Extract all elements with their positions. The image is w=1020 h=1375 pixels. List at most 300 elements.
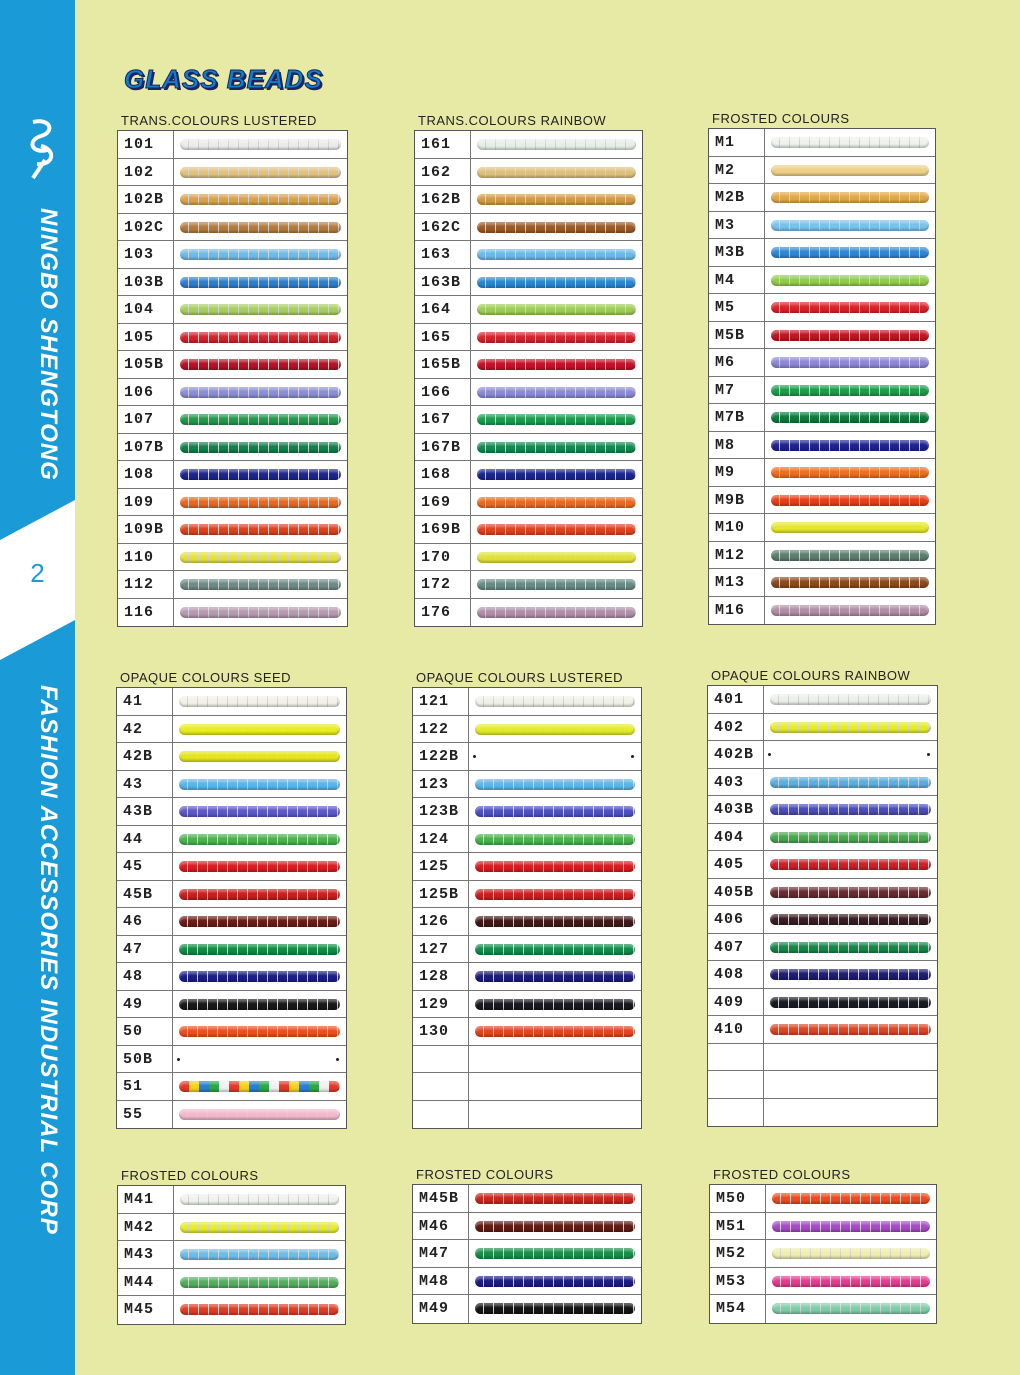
bead-code: 45	[117, 853, 173, 880]
table-row	[708, 1099, 937, 1127]
bead-code: 410	[708, 1016, 764, 1043]
table-row	[117, 881, 346, 909]
table-row	[117, 936, 346, 964]
bead-strand	[771, 357, 929, 368]
table-row	[413, 1295, 641, 1323]
panel-title: FROSTED COLOURS	[416, 1167, 554, 1182]
bead-strand	[179, 751, 340, 762]
bead-code: 122B	[413, 743, 469, 770]
table-row	[709, 487, 935, 515]
bead-code: 161	[415, 131, 471, 158]
bead-code: 409	[708, 989, 764, 1016]
bead-table	[708, 128, 936, 625]
table-row	[708, 934, 937, 962]
table-row	[413, 798, 641, 826]
bead-strand-end-dot	[336, 1058, 339, 1061]
table-row	[415, 159, 642, 187]
bead-strand	[180, 387, 341, 398]
table-row	[708, 906, 937, 934]
bead-table	[707, 685, 938, 1127]
table-row	[415, 489, 642, 517]
table-row	[413, 963, 641, 991]
table-row	[118, 241, 347, 269]
bead-strand	[477, 194, 636, 205]
bead-strand-end-dot	[177, 1058, 180, 1061]
bead-code: M53	[710, 1268, 766, 1295]
bead-strand	[771, 385, 929, 396]
table-row	[117, 1101, 346, 1129]
bead-code: 124	[413, 826, 469, 853]
bead-strand	[477, 277, 636, 288]
bead-code: 123B	[413, 798, 469, 825]
table-row	[709, 157, 935, 185]
bead-strand	[475, 916, 635, 927]
table-row	[708, 686, 937, 714]
bead-strand	[477, 442, 636, 453]
bead-code: 109B	[118, 516, 174, 543]
bead-code: M48	[413, 1268, 469, 1295]
bead-code: M50	[710, 1185, 766, 1212]
bead-code: M2B	[709, 184, 765, 211]
table-row	[708, 796, 937, 824]
bead-code: 172	[415, 571, 471, 598]
table-row	[415, 571, 642, 599]
bead-strand	[477, 469, 636, 480]
bead-code: M52	[710, 1240, 766, 1267]
bead-code: 408	[708, 961, 764, 988]
table-row	[710, 1185, 936, 1213]
bead-code	[708, 1071, 764, 1098]
bead-code: 162B	[415, 186, 471, 213]
table-row	[118, 1214, 345, 1242]
bead-code: 168	[415, 461, 471, 488]
bead-strand	[772, 1248, 930, 1259]
bead-strand	[180, 524, 341, 535]
table-row	[710, 1295, 936, 1323]
table-row	[413, 1073, 641, 1101]
table-row	[415, 296, 642, 324]
table-row	[709, 129, 935, 157]
bead-strand	[771, 550, 929, 561]
bead-code: 110	[118, 544, 174, 571]
bead-code: 42B	[117, 743, 173, 770]
table-row	[413, 936, 641, 964]
bead-table	[412, 1184, 642, 1324]
bead-code: M16	[709, 597, 765, 625]
table-row	[709, 184, 935, 212]
bead-strand	[179, 889, 340, 900]
table-row	[118, 186, 347, 214]
table-row	[709, 267, 935, 295]
bead-strand	[477, 414, 636, 425]
table-row	[118, 159, 347, 187]
bead-code: 163	[415, 241, 471, 268]
bead-strand	[475, 1248, 635, 1259]
table-row	[413, 1213, 641, 1241]
panel-title: TRANS.COLOURS LUSTERED	[121, 113, 317, 128]
table-row	[117, 743, 346, 771]
bead-code: M46	[413, 1213, 469, 1240]
company-tagline: FASHION ACCESSORIES INDUSTRIAL CORP	[35, 685, 62, 1235]
bead-strand	[771, 275, 929, 286]
bead-code: M54	[710, 1295, 766, 1323]
bead-strand	[477, 139, 636, 150]
bead-code: 105B	[118, 351, 174, 378]
bead-code	[708, 1044, 764, 1071]
bead-strand	[475, 889, 635, 900]
table-row	[118, 324, 347, 352]
bead-strand	[770, 694, 931, 705]
table-row	[117, 1046, 346, 1074]
bead-strand	[771, 577, 929, 588]
bead-strand	[180, 1249, 339, 1260]
bead-code: M42	[118, 1214, 174, 1241]
bead-code: 163B	[415, 269, 471, 296]
bead-strand	[770, 969, 931, 980]
bead-strand	[180, 497, 341, 508]
table-row	[710, 1268, 936, 1296]
bead-strand	[180, 249, 341, 260]
bead-strand	[771, 220, 929, 231]
bead-code: M8	[709, 432, 765, 459]
bead-code: 109	[118, 489, 174, 516]
bead-strand	[180, 469, 341, 480]
table-row	[117, 716, 346, 744]
bead-code: 403	[708, 769, 764, 796]
bead-strand	[180, 304, 341, 315]
table-row	[117, 771, 346, 799]
bead-table	[412, 687, 642, 1129]
bead-strand	[180, 332, 341, 343]
panel-title: TRANS.COLOURS RAINBOW	[418, 113, 607, 128]
bead-strand	[770, 1024, 931, 1035]
bead-strand	[179, 1026, 340, 1037]
table-row	[413, 1240, 641, 1268]
bead-strand	[477, 222, 636, 233]
bead-strand	[180, 552, 341, 563]
bead-strand	[771, 467, 929, 478]
table-row	[117, 991, 346, 1019]
table-row	[118, 544, 347, 572]
table-row	[118, 1241, 345, 1269]
panel-title: OPAQUE COLOURS SEED	[120, 670, 292, 685]
bead-code: 104	[118, 296, 174, 323]
table-row	[709, 432, 935, 460]
table-row	[710, 1213, 936, 1241]
bead-strand	[475, 1303, 635, 1314]
bead-code: M10	[709, 514, 765, 541]
sidebar-band	[0, 0, 75, 1375]
table-row	[118, 1186, 345, 1214]
bead-strand	[771, 605, 929, 616]
bead-code: 42	[117, 716, 173, 743]
table-row	[709, 377, 935, 405]
bead-code: 128	[413, 963, 469, 990]
bead-strand	[179, 1081, 340, 1092]
bead-strand	[180, 1222, 339, 1233]
bead-code: 162C	[415, 214, 471, 241]
bead-strand	[180, 607, 341, 618]
table-row	[708, 1016, 937, 1044]
bead-code: 102	[118, 159, 174, 186]
bead-code: 122	[413, 716, 469, 743]
bead-code: 125B	[413, 881, 469, 908]
bead-code: M41	[118, 1186, 174, 1213]
table-row	[117, 963, 346, 991]
table-row	[415, 379, 642, 407]
bead-strand	[770, 859, 931, 870]
table-row	[415, 324, 642, 352]
table-row	[708, 714, 937, 742]
bead-code: 121	[413, 688, 469, 715]
company-logo-icon	[25, 116, 59, 180]
bead-strand	[477, 579, 636, 590]
table-row	[708, 741, 937, 769]
bead-code: M7	[709, 377, 765, 404]
bead-code: M45	[118, 1296, 174, 1324]
bead-code: M2	[709, 157, 765, 184]
bead-strand	[475, 944, 635, 955]
table-row	[708, 1044, 937, 1072]
bead-strand	[180, 1277, 339, 1288]
bead-strand	[475, 1276, 635, 1287]
table-row	[413, 743, 641, 771]
bead-strand	[179, 806, 340, 817]
bead-strand	[771, 522, 929, 533]
bead-code: 43B	[117, 798, 173, 825]
bead-strand	[771, 412, 929, 423]
bead-strand	[475, 696, 635, 707]
bead-code: 164	[415, 296, 471, 323]
bead-strand	[771, 137, 929, 148]
bead-strand	[771, 330, 929, 341]
table-row	[709, 294, 935, 322]
bead-code: 403B	[708, 796, 764, 823]
bead-code: 169	[415, 489, 471, 516]
bead-strand	[179, 1109, 340, 1120]
table-row	[709, 212, 935, 240]
bead-code: M43	[118, 1241, 174, 1268]
bead-strand	[771, 440, 929, 451]
bead-strand	[477, 387, 636, 398]
bead-code: 405B	[708, 879, 764, 906]
table-row	[118, 571, 347, 599]
table-row	[118, 1269, 345, 1297]
bead-code: M4	[709, 267, 765, 294]
bead-code	[708, 1099, 764, 1127]
table-row	[117, 1018, 346, 1046]
bead-code: 55	[117, 1101, 173, 1129]
table-row	[709, 322, 935, 350]
bead-strand	[477, 552, 636, 563]
table-row	[708, 851, 937, 879]
bead-code: M47	[413, 1240, 469, 1267]
bead-code: 107B	[118, 434, 174, 461]
table-row	[709, 514, 935, 542]
bead-code: 101	[118, 131, 174, 158]
bead-strand	[179, 944, 340, 955]
bead-strand	[477, 304, 636, 315]
table-row	[709, 404, 935, 432]
bead-code: 123	[413, 771, 469, 798]
panel-title: FROSTED COLOURS	[713, 1167, 851, 1182]
panel-title: OPAQUE COLOURS LUSTERED	[416, 670, 624, 685]
panel-title: OPAQUE COLOURS RAINBOW	[711, 668, 911, 683]
bead-code	[413, 1046, 469, 1073]
table-row	[415, 269, 642, 297]
table-row	[709, 349, 935, 377]
bead-strand	[180, 1194, 339, 1205]
table-row	[415, 434, 642, 462]
bead-strand	[475, 834, 635, 845]
table-row	[117, 1073, 346, 1101]
bead-strand	[180, 442, 341, 453]
table-row	[118, 599, 347, 627]
bead-strand	[180, 167, 341, 178]
bead-strand	[477, 524, 636, 535]
bead-code: 401	[708, 686, 764, 713]
bead-strand-end-dot	[473, 755, 476, 758]
table-row	[118, 214, 347, 242]
bead-code: 402B	[708, 741, 764, 768]
table-row	[415, 461, 642, 489]
bead-strand	[475, 806, 635, 817]
bead-strand	[475, 971, 635, 982]
table-row	[118, 406, 347, 434]
bead-strand	[475, 1221, 635, 1232]
bead-code: 402	[708, 714, 764, 741]
bead-strand	[477, 332, 636, 343]
bead-strand	[771, 247, 929, 258]
bead-strand	[180, 414, 341, 425]
bead-code: 48	[117, 963, 173, 990]
table-row	[117, 688, 346, 716]
bead-code: M9B	[709, 487, 765, 514]
table-row	[118, 351, 347, 379]
table-row	[708, 1071, 937, 1099]
panel-title: FROSTED COLOURS	[121, 1168, 259, 1183]
bead-code: 126	[413, 908, 469, 935]
bead-strand	[475, 861, 635, 872]
bead-code: 407	[708, 934, 764, 961]
table-row	[708, 961, 937, 989]
bead-code: M44	[118, 1269, 174, 1296]
bead-code: M5	[709, 294, 765, 321]
table-row	[708, 879, 937, 907]
bead-strand	[475, 1193, 635, 1204]
table-row	[708, 989, 937, 1017]
bead-strand	[180, 222, 341, 233]
bead-strand	[179, 779, 340, 790]
bead-code: 47	[117, 936, 173, 963]
bead-strand	[770, 997, 931, 1008]
page-number: 2	[30, 558, 45, 588]
table-row	[118, 1296, 345, 1324]
table-row	[413, 1185, 641, 1213]
bead-code: 125	[413, 853, 469, 880]
table-row	[415, 214, 642, 242]
bead-code: 106	[118, 379, 174, 406]
bead-strand	[770, 722, 931, 733]
bead-strand	[180, 579, 341, 590]
table-row	[118, 269, 347, 297]
bead-code: 167B	[415, 434, 471, 461]
table-row	[709, 459, 935, 487]
bead-strand	[179, 724, 340, 735]
bead-strand	[475, 779, 635, 790]
bead-code: M3	[709, 212, 765, 239]
bead-strand-end-dot	[631, 755, 634, 758]
bead-strand	[180, 139, 341, 150]
bead-strand	[477, 607, 636, 618]
bead-table	[116, 687, 347, 1129]
table-row	[117, 798, 346, 826]
bead-code	[413, 1101, 469, 1129]
bead-strand	[179, 916, 340, 927]
bead-strand	[477, 497, 636, 508]
bead-table	[117, 130, 348, 627]
bead-strand	[179, 971, 340, 982]
bead-code: 165B	[415, 351, 471, 378]
bead-code: M49	[413, 1295, 469, 1323]
bead-code: M12	[709, 542, 765, 569]
bead-table	[709, 1184, 937, 1324]
table-row	[118, 131, 347, 159]
bead-table	[414, 130, 643, 627]
bead-code: M1	[709, 129, 765, 156]
company-name: NINGBO SHENGTONG	[35, 208, 62, 481]
bead-code: 51	[117, 1073, 173, 1100]
bead-strand	[772, 1276, 930, 1287]
table-row	[415, 241, 642, 269]
bead-code: 108	[118, 461, 174, 488]
table-row	[413, 771, 641, 799]
bead-strand	[477, 249, 636, 260]
bead-strand	[771, 165, 929, 176]
bead-code: 166	[415, 379, 471, 406]
bead-strand	[770, 832, 931, 843]
bead-code: 167	[415, 406, 471, 433]
bead-code: 102B	[118, 186, 174, 213]
table-row	[710, 1240, 936, 1268]
table-row	[413, 688, 641, 716]
table-row	[117, 826, 346, 854]
bead-code: 103B	[118, 269, 174, 296]
table-row	[708, 824, 937, 852]
bead-strand	[772, 1193, 930, 1204]
bead-code: 43	[117, 771, 173, 798]
bead-strand	[179, 696, 340, 707]
bead-strand	[477, 167, 636, 178]
table-row	[413, 1268, 641, 1296]
bead-strand	[180, 194, 341, 205]
bead-code: 165	[415, 324, 471, 351]
table-row	[413, 991, 641, 1019]
bead-code: 103	[118, 241, 174, 268]
table-row	[118, 461, 347, 489]
table-row	[118, 489, 347, 517]
table-row	[415, 599, 642, 627]
bead-code: 107	[118, 406, 174, 433]
table-row	[118, 296, 347, 324]
bead-strand	[180, 1304, 339, 1315]
bead-strand-end-dot	[927, 753, 930, 756]
bead-code: M3B	[709, 239, 765, 266]
bead-code: 116	[118, 599, 174, 627]
table-row	[413, 1018, 641, 1046]
table-row	[117, 908, 346, 936]
bead-code: 176	[415, 599, 471, 627]
